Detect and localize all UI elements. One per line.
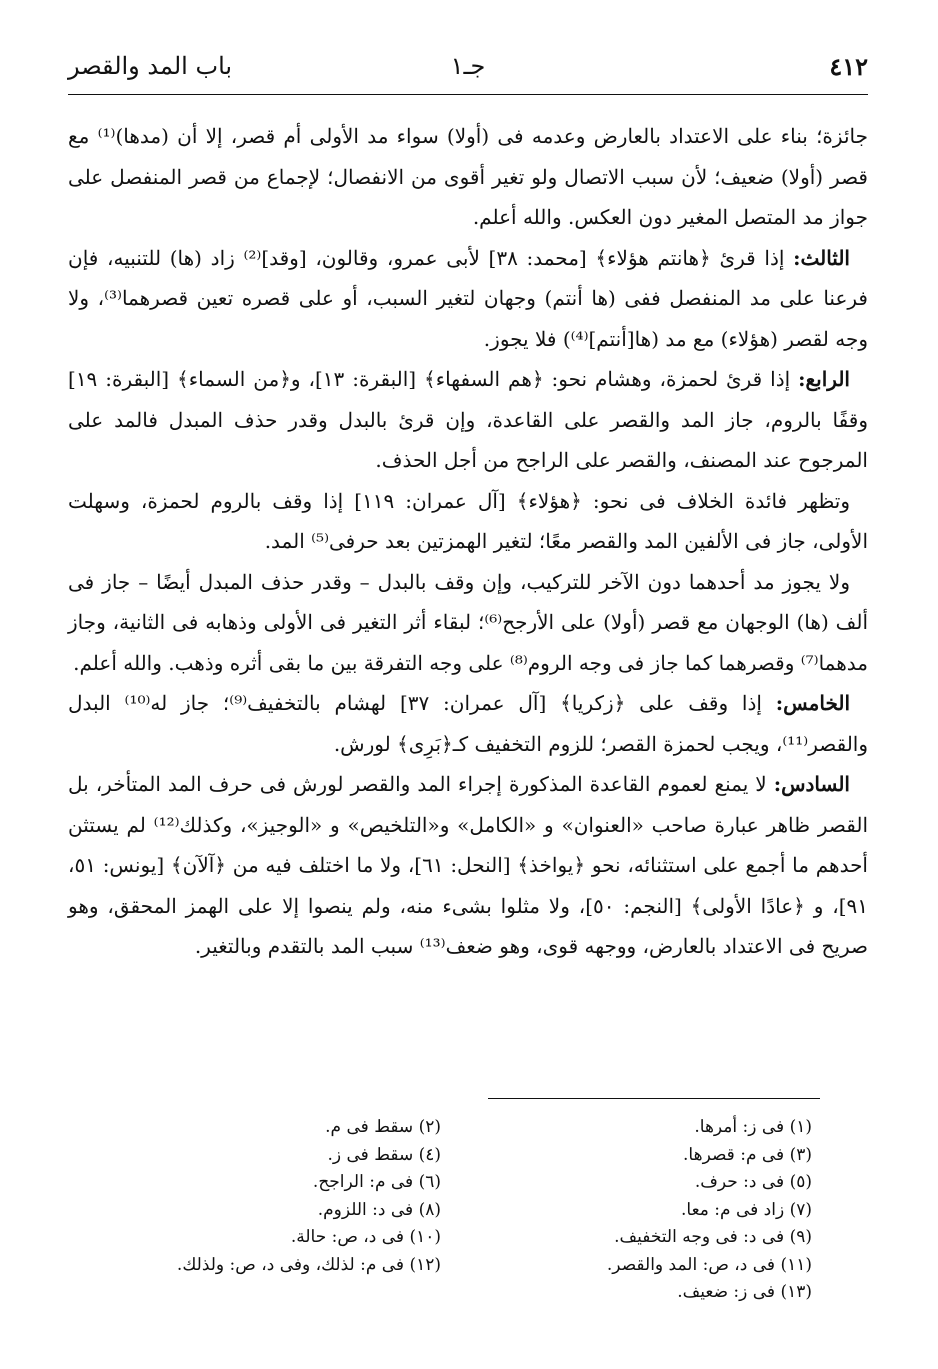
footnote: (١٣) فى ز: ضعيف. bbox=[677, 1282, 812, 1302]
footnote: (٣) فى م: قصرها. bbox=[683, 1144, 812, 1165]
section-lead: الثالث: bbox=[793, 245, 850, 270]
footnote-divider bbox=[488, 1098, 820, 1099]
paragraph-text: إذا قرئ ﴿هانتم هؤلاء﴾ [محمد: ٣٨] لأبى عمرو، وقالون، [وقد]⁽²⁾ زاد (ها) للتنبيه، فإن فرعنا على مد المنفصل ففى (ها أنتم) وجهان لتغير السبب، أو على قصره تعين قصرهما⁽³⁾، ولا وجه لقصر (هؤلاء) مع مد (ها[أنتم]⁽⁴⁾) فلا يجوز. bbox=[68, 245, 868, 351]
paragraph-text: إذا وقف على ﴿زكريا﴾ [آل عمران: ٣٧] لهشام بالتخفيف⁽⁹⁾؛ جاز له⁽¹⁰⁾ البدل والقصر⁽¹¹⁾، ويجب لحمزة القصر؛ للزوم التخفيف كـ﴿بَرِى﴾ لورش. bbox=[68, 691, 868, 756]
paragraph-text: إذا قرئ لحمزة، وهشام نحو: ﴿هم السفهاء﴾ [البقرة: ١٣]، و﴿من السماء﴾ [البقرة: ١٩] وقفًا بالروم، جاز المد والقصر على القاعدة، وإن قرئ بالبدل وقدر حذف المبدل فالمد على المرجوح عند المصنف، والقصر على الراجح من أجل الحذف. bbox=[68, 367, 868, 472]
volume-label: جـ١ bbox=[450, 52, 486, 80]
paragraph-text: لا يمنع لعموم القاعدة المذكورة إجراء المد والقصر لورش فى حرف المد المتأخر، بل القصر ظاهر عبارة صاحب «العنوان» و «الكامل» و«التلخيص» و «الوجيز»، وكذلك⁽¹²⁾ لم يستثن أحدهم ما أجمع على استثنائه، نحو ﴿يواخذ﴾ [النحل: ٦١]، ولا ما اختلف فيه من ﴿آلآن﴾ [يونس: ٥١، ٩١]، و ﴿عادًا الأولى﴾ [النجم: ٥٠]، ولا مثلوا بشىء منه، ولم ينصوا إلا على الهمز المحقق، وهو صريح فى الاعتداد بالعارض، ووجهه قوى، وهو ضعف⁽¹³⁾ سبب المد بالتقدم وبالتغير. bbox=[68, 772, 869, 958]
footnote: (٨) فى د: اللزوم. bbox=[317, 1199, 441, 1220]
paragraph bbox=[68, 238, 868, 360]
footnote: (١٠) فى د، ص: حالة. bbox=[290, 1227, 441, 1247]
section-lead: السادس: bbox=[773, 772, 850, 796]
paragraph: وتظهر فائدة الخلاف فى نحو: ﴿هؤلاء﴾ [آل عمران: ١١٩] إذا وقف بالروم لحمزة، وسهلت الأولى، جاز فى الألفين المد والقصر معًا؛ لتغير الهمزتين بعد حرفى⁽⁵⁾ المد. bbox=[68, 488, 868, 553]
footnote: (٤) سقط فى ز. bbox=[327, 1144, 441, 1165]
footnotes bbox=[110, 1114, 812, 1307]
main-text bbox=[68, 116, 868, 967]
footnote: (٧) زاد فى م: معا. bbox=[681, 1199, 812, 1220]
footnote: (٩) فى د: فى وجه التخفيف. bbox=[614, 1227, 812, 1247]
paragraph: جائزة؛ بناء على الاعتداد بالعارض وعدمه فى (أولا) سواء مد الأولى أم قصر، إلا أن (مدها)⁽¹⁾ مع قصر (أولا) ضعيف؛ لأن سبب الاتصال ولو تغير أقوى من الانفصال؛ لإجماع من قصر المنفصل على جواز مد المتصل المغير دون العكس. والله أعلم. bbox=[68, 124, 868, 229]
section-lead: الرابع: bbox=[798, 367, 850, 391]
paragraph bbox=[68, 359, 868, 481]
footnote: (١) فى ز: أمرها. bbox=[694, 1117, 812, 1137]
paragraph bbox=[68, 683, 868, 764]
footnote: (٥) فى د: حرف. bbox=[694, 1172, 812, 1192]
footnote: (٦) فى م: الراجح. bbox=[312, 1172, 441, 1192]
footnote: (١١) فى د، ص: المد والقصر. bbox=[606, 1254, 812, 1275]
section-lead: الخامس: bbox=[775, 691, 851, 715]
paragraph bbox=[68, 764, 868, 967]
paragraph: ولا يجوز مد أحدهما دون الآخر للتركيب، وإن وقف بالبدل – وقدر حذف المبدل أيضًا – جاز فى ألف (ها) الوجهان مع قصر (أولا) على الأرجح⁽⁶⁾؛ لبقاء أثر التغير فى الأولى وذهابه فى الثانية، وجاز مدهما⁽⁷⁾ وقصرهما كما جاز فى وجه الروم⁽⁸⁾ على وجه التفرقة بين ما بقى أثره وذهب. والله أعلم. bbox=[68, 569, 868, 675]
page-number: ٤١٢ bbox=[829, 52, 868, 81]
chapter-title: باب المد والقصر bbox=[68, 52, 233, 80]
page-header bbox=[68, 48, 868, 95]
footnote: (١٢) فى م: لذلك، وفى د، ص: ولذلك. bbox=[176, 1254, 441, 1275]
footnote: (٢) سقط فى م. bbox=[325, 1117, 441, 1137]
